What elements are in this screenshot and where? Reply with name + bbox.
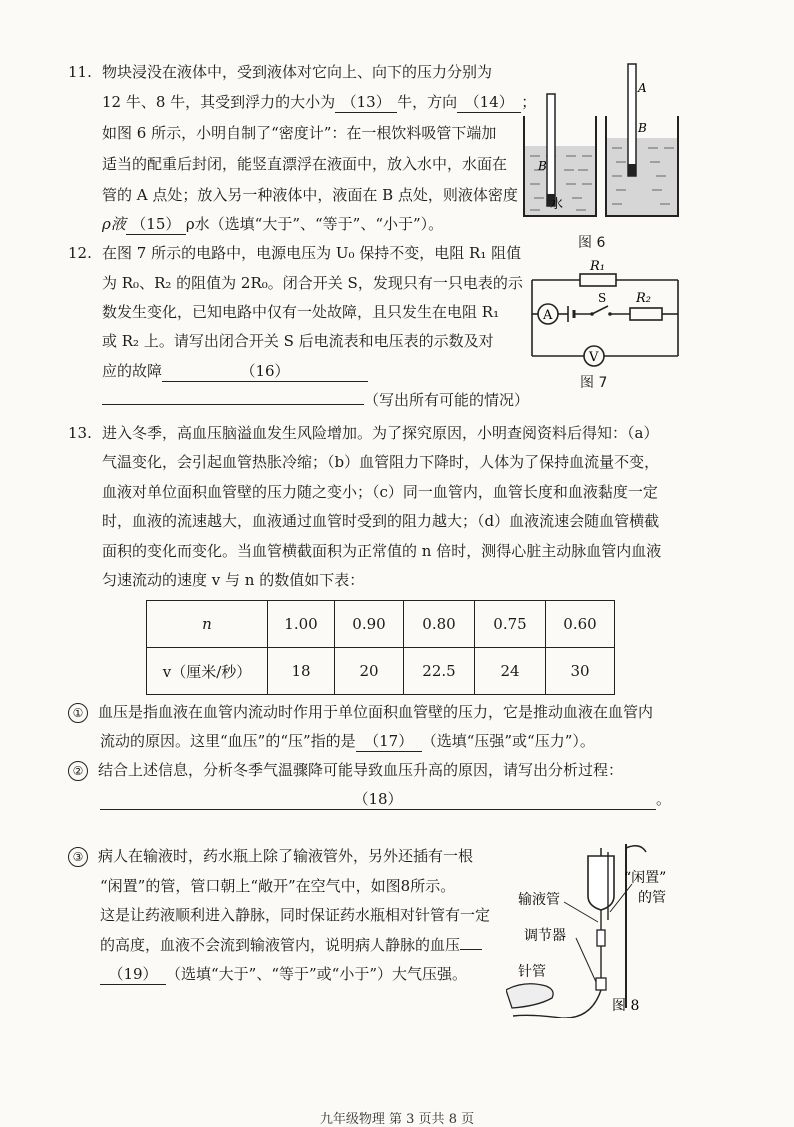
sub1-text-a: 血压是指血液在血管内流动时作用于单位面积血管壁的压力，它是推动血液在血管内 [98,703,654,721]
table-cell: 0.80 [404,601,475,648]
table-cell: 30 [546,648,615,695]
blank-15[interactable]: （15） [126,214,186,235]
q12-line4: 或 R₂ 上。请写出闭合开关 S 后电流表和电压表的示数及对 [102,332,494,350]
q13-sub3-line2: “闲置”的管，管口朝上“敞开”在空气中，如图8所示。 [100,877,456,895]
q12-line1: 在图 7 所示的电路中，电源电压为 U₀ 保持不变，电阻 R₁ 阻值 [102,244,522,262]
q13-sub2-line1 [68,760,623,781]
sub3-mark: ③ [68,847,88,867]
velocity-table [146,600,615,695]
fig6-label-b-right: B [638,121,647,135]
fig6-label-b-left: B [538,159,547,173]
table-header-v: v（厘米/秒） [147,648,268,695]
fig7-caption: 图 7 [580,375,608,391]
table-row-n [147,601,615,648]
sub3-text-b: 的高度，血液不会流到输液管内，说明病人静脉的血压 [100,936,461,954]
figure-8 [506,838,696,1018]
q11-text-c: ； [521,93,537,111]
fig8-caption: 图 8 [612,998,640,1014]
r2-label: R₂ [636,291,651,306]
q11-line5: 管的 A 点处；放入另一种液体中，液面在 B 点处，则液体密度 [102,186,518,204]
q13-sub3-line4 [100,935,482,955]
fig6-label-water: 水 [550,197,564,212]
table-cell: 1.00 [268,601,335,648]
blank-18[interactable]: （18） [100,789,656,810]
table-cell: 24 [475,648,546,695]
q13-intro-4: 时，血液的流速越大，血液通过血管时受到的阻力越大；（d）血液流速会随血管横截 [102,512,660,530]
fig8-label-tube: 输液管 [518,892,560,908]
q11-line1: 物块浸没在液体中，受到液体对它向上、向下的压力分别为 [102,63,493,81]
blank-16-continued[interactable] [102,404,364,405]
fig6-caption: 图 6 [578,235,606,251]
q12-text-a: 应的故障 [102,362,163,380]
q12-text-b: （写出所有可能的情况） [364,391,530,409]
sub1-mark: ① [68,703,88,723]
table-cell: 22.5 [404,648,475,695]
sub3-text-a: 病人在输液时，药水瓶上除了输液管外，另外还插有一根 [98,847,474,865]
q13-sub2-line2 [100,789,671,810]
q13-intro-1: 进入冬季，高血压脑溢血发生风险增加。为了探究原因，小明查阅资料后得知：（a） [102,424,659,442]
regulator-icon [596,978,606,990]
q12-line6 [102,390,529,410]
fig8-label-regulator: 调节器 [524,928,566,944]
q12-line3: 数发生变化，已知电路中仅有一处故障，且只发生在电阻 R₁ [102,303,500,321]
q13-intro-5: 面积的变化而变化。当血管横截面积为正常值的 n 倍时，测得心脏主动脉血管内血液 [102,542,662,560]
blank-14[interactable]: （14） [457,92,521,113]
sub3-tail: （选填“大于”、“等于”或“小于”）大气压强。 [166,965,468,983]
q11-text-d: ρ水（选填“大于”、“等于”、“小于”）。 [185,215,444,233]
bottle-icon [588,856,614,910]
q13-sub3-line1 [68,846,473,867]
blank-17[interactable]: （17） [356,731,422,752]
switch-label: S [598,291,607,305]
q12-number: 12. [68,244,92,262]
q13-intro-6: 匀速流动的速度 v 与 n 的数值如下表： [102,571,365,589]
q12-line5 [102,361,368,382]
ammeter-label: A [543,308,553,323]
fig8-label-idle2: 的管 [638,890,666,906]
table-cell: 18 [268,648,335,695]
q13-sub1-line2 [100,731,595,752]
table-cell: 0.60 [546,601,615,648]
sub1-text-b: 流动的原因。这里“血压”的“压”指的是 [100,732,356,750]
blank-19-lead[interactable] [460,949,482,950]
q13-number: 13. [68,424,92,442]
q13-sub3-line5 [100,964,467,985]
q11-line4: 适当的配重后封闭，能竖直漂浮在液面中，放入水中，水面在 [102,155,508,173]
table-header-n: n [147,601,268,648]
figure-7 [526,258,686,368]
hand-icon [506,984,553,1008]
q11-line6 [102,214,443,235]
blank-19[interactable]: （19） [100,964,166,985]
sub1-text-c: （选填“压强”或“压力”）。 [421,732,595,750]
voltmeter-label: V [589,350,599,365]
q12-line2: 为 R₀、R₂ 的阻值为 2R₀。闭合开关 S，发现只有一只电表的示 [102,274,523,292]
q13-sub3-line3: 这是让药液顺利进入静脉，同时保证药水瓶相对针管有一定 [100,906,491,924]
q11-line3: 如图 6 所示，小明自制了“密度计”：在一根饮料吸管下端加 [102,124,497,142]
sub2-text: 结合上述信息，分析冬季气温骤降可能导致血压升高的原因，请写出分析过程： [98,761,624,779]
q13-intro-3: 血液对单位面积血管壁的压力随之变小；（c）同一血管内，血管长度和血液黏度一定 [102,483,658,501]
table-cell: 0.90 [335,601,404,648]
sub2-end: 。 [656,790,672,808]
fig6-label-a: A [638,81,647,95]
page-footer: 九年级物理 第 3 页共 8 页 [319,1112,475,1127]
table-cell: 20 [335,648,404,695]
figure-6 [516,56,686,236]
table-cell: 0.75 [475,601,546,648]
infusion-tube-icon [513,946,601,1018]
q11-text-b: 牛，方向 [397,93,458,111]
blank-13[interactable]: （13） [335,92,397,113]
rho-liquid: ρ液 [102,215,126,233]
sub2-mark: ② [68,761,88,781]
q13-sub1-line1 [68,702,653,723]
blank-16[interactable]: （16） [162,361,368,382]
fig8-label-idle: “闲置” [624,870,667,886]
q11-number: 11. [68,63,92,81]
q11-text-a: 12 牛、8 牛，其受到浮力的大小为 [102,93,336,111]
r1-label: R₁ [590,259,605,274]
table-row-v [147,648,615,695]
q13-intro-2: 气温变化，会引起血管热胀冷缩；（b）血管阻力下降时，人体为了保持血流量不变， [102,453,660,471]
q11-line2 [102,92,536,113]
fig8-label-needle: 针管 [518,964,546,980]
